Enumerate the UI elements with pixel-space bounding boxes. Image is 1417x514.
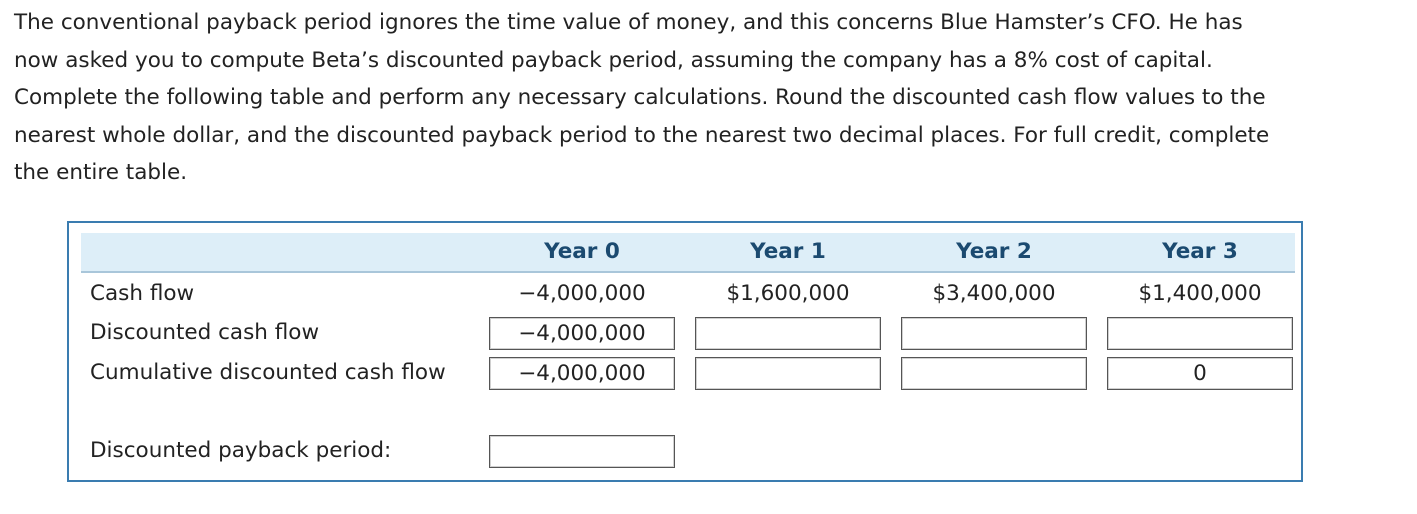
column-header-year-1: Year 1	[750, 239, 826, 264]
column-header-year-0: Year 0	[544, 239, 620, 264]
question-line: Complete the following table and perform any necessary calculations. Round the discounted cash flow values to the	[14, 85, 1266, 111]
question-line: The conventional payback period ignores the time value of money, and this concerns Blue Hamster’s CFO. He has	[14, 10, 1243, 35]
cash-flow-year-1: $1,600,000	[726, 281, 850, 306]
cumulative-discounted-cash-flow-year-1-input[interactable]	[695, 357, 881, 390]
row-label-cash-flow: Cash flow	[90, 281, 195, 306]
discounted-cash-flow-year-2-input[interactable]	[901, 317, 1087, 350]
cumulative-discounted-cash-flow-year-2-input[interactable]	[901, 357, 1087, 390]
discounted-cash-flow-year-3-input[interactable]	[1107, 317, 1293, 350]
cash-flow-year-0: −4,000,000	[518, 281, 646, 306]
discounted-cash-flow-year-1-input[interactable]	[695, 317, 881, 350]
cash-flow-year-3: $1,400,000	[1138, 281, 1262, 306]
cumulative-discounted-cash-flow-year-0-input[interactable]	[489, 357, 675, 390]
question-line: the entire table.	[14, 160, 188, 186]
payback-table-card	[67, 221, 1303, 482]
row-label-cumulative-discounted-cash-flow: Cumulative discounted cash flow	[90, 360, 446, 385]
discounted-payback-period-input[interactable]	[489, 435, 675, 468]
row-label-discounted-cash-flow: Discounted cash flow	[90, 320, 320, 345]
cash-flow-year-2: $3,400,000	[932, 281, 1056, 306]
column-header-year-2: Year 2	[956, 239, 1032, 264]
payback-period-label: Discounted payback period:	[90, 438, 392, 463]
question-line: now asked you to compute Beta’s discounted payback period, assuming the company has a 8% cost of capital.	[14, 47, 1213, 73]
column-header-year-3: Year 3	[1162, 239, 1238, 264]
question-text	[14, 4, 1354, 192]
cumulative-discounted-cash-flow-year-3-input[interactable]	[1107, 357, 1293, 390]
question-line: nearest whole dollar, and the discounted payback period to the nearest two decimal places. For full credit, complete	[14, 122, 1270, 148]
discounted-cash-flow-year-0-input[interactable]	[489, 317, 675, 350]
